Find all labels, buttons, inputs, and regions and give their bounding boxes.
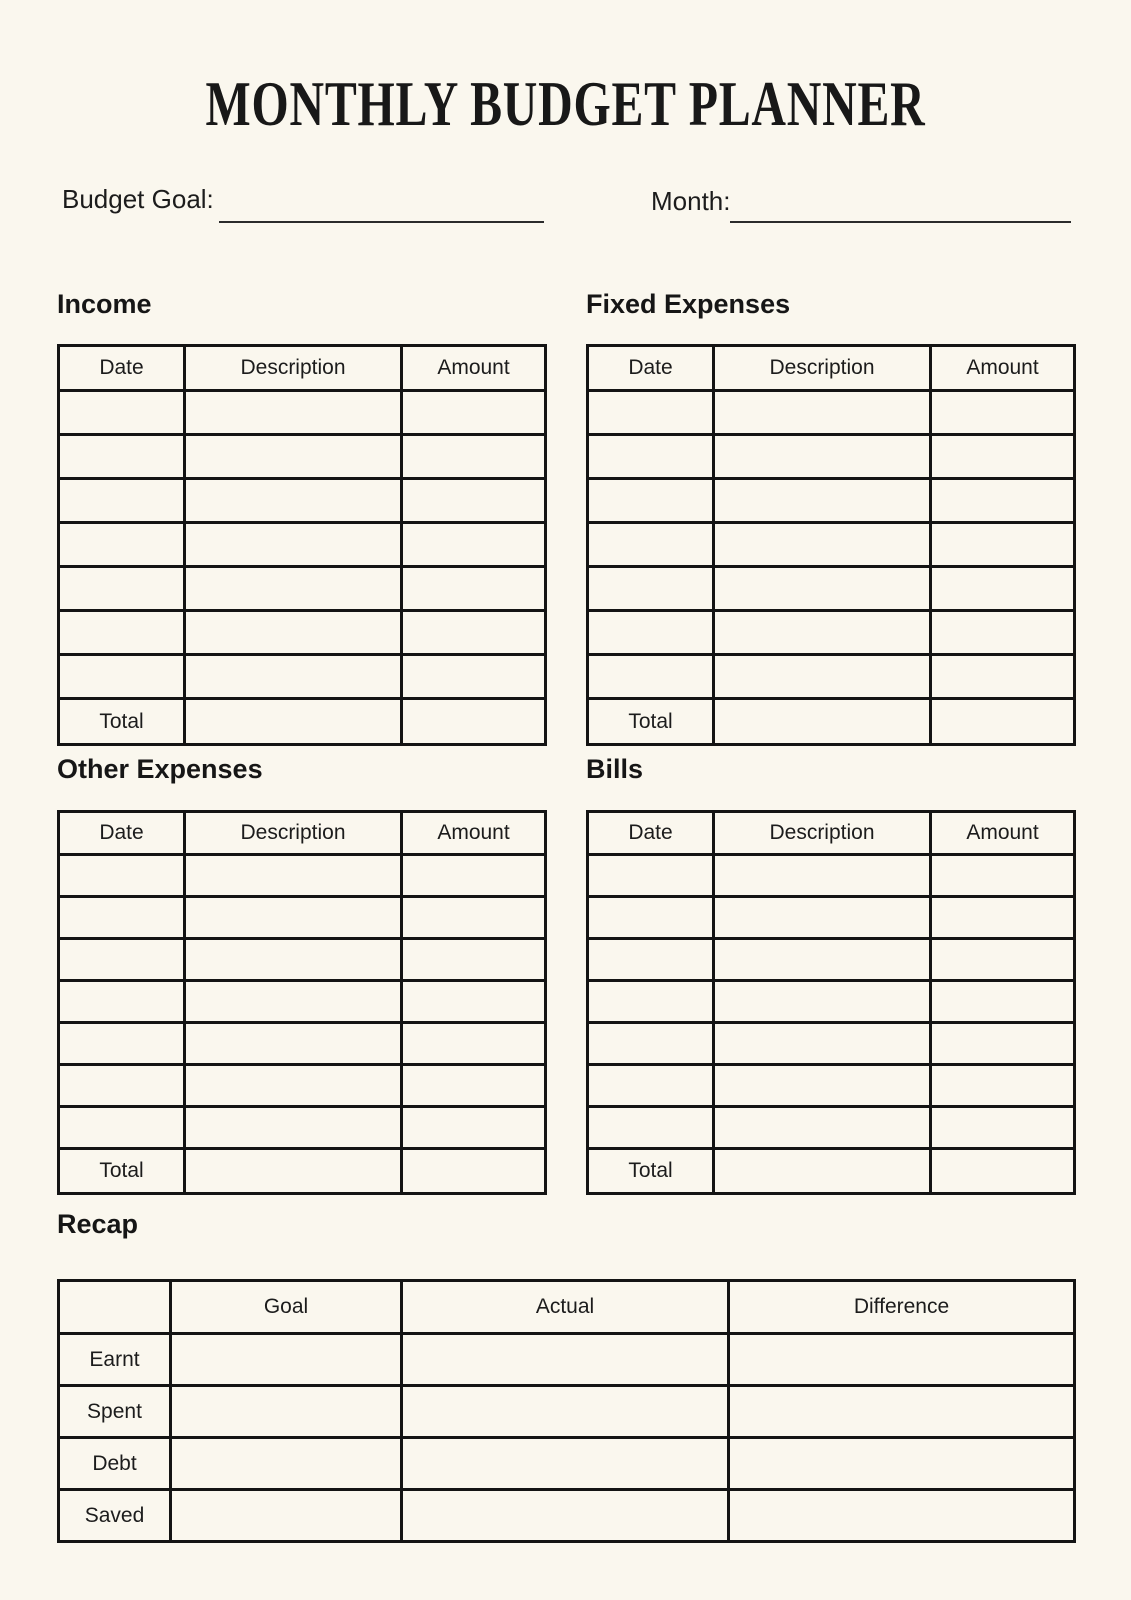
empty-cell [588,1107,714,1149]
budget-goal-fill-line [219,221,544,223]
empty-cell [59,655,185,699]
recap-row-label: Spent [59,1386,171,1438]
empty-cell [714,1065,931,1107]
recap-goal-cell [171,1386,402,1438]
total-row [59,699,546,745]
budget-goal-label: Budget Goal: [62,184,214,214]
column-header-date: Date [588,812,714,855]
table-row [59,655,546,699]
total-description-cell [714,1149,931,1194]
empty-cell [588,1023,714,1065]
table-row [59,611,546,655]
header-row [588,812,1075,855]
recap-row-debt [59,1438,1075,1490]
empty-cell [588,435,714,479]
empty-cell [59,567,185,611]
header-row [59,346,546,391]
column-header-difference: Difference [729,1281,1075,1334]
empty-cell [402,523,546,567]
empty-cell [931,981,1075,1023]
empty-cell [185,1107,402,1149]
total-row [588,1149,1075,1194]
recap-row-label: Earnt [59,1334,171,1386]
table-row [588,1107,1075,1149]
empty-cell [588,981,714,1023]
empty-cell [588,655,714,699]
empty-cell [185,567,402,611]
empty-cell [931,655,1075,699]
empty-cell [588,855,714,897]
table-row [588,1065,1075,1107]
other-expenses-table-body [59,855,546,1149]
column-header-date: Date [59,812,185,855]
recap-corner-cell [59,1281,171,1334]
recap-actual-cell [402,1438,729,1490]
empty-cell [714,855,931,897]
table-row [588,391,1075,435]
empty-cell [931,1107,1075,1149]
table-row [59,1065,546,1107]
empty-cell [714,567,931,611]
recap-goal-cell [171,1334,402,1386]
empty-cell [402,939,546,981]
column-header-amount: Amount [402,812,546,855]
header-row [59,812,546,855]
empty-cell [402,567,546,611]
empty-cell [402,435,546,479]
empty-cell [185,897,402,939]
section-title-recap: Recap [57,1209,139,1239]
total-amount-cell [931,699,1075,745]
table-row [588,435,1075,479]
empty-cell [714,523,931,567]
recap-goal-cell [171,1438,402,1490]
empty-cell [59,479,185,523]
empty-cell [185,479,402,523]
recap-row-earnt [59,1334,1075,1386]
empty-cell [59,897,185,939]
other-expenses-table [57,810,547,1195]
page-title: MONTHLY BUDGET PLANNER [205,69,926,139]
empty-cell [714,391,931,435]
income-table [57,344,547,746]
column-header-amount: Amount [402,346,546,391]
table-row [588,479,1075,523]
empty-cell [402,1107,546,1149]
table-row [59,939,546,981]
empty-cell [59,611,185,655]
empty-cell [588,939,714,981]
column-header-description: Description [714,346,931,391]
total-label: Total [588,699,714,745]
total-label: Total [588,1149,714,1194]
empty-cell [714,1107,931,1149]
empty-cell [588,611,714,655]
total-amount-cell [402,699,546,745]
empty-cell [402,1065,546,1107]
total-description-cell [185,699,402,745]
recap-difference-cell [729,1386,1075,1438]
empty-cell [714,655,931,699]
empty-cell [185,1065,402,1107]
table-row [59,391,546,435]
column-header-amount: Amount [931,346,1075,391]
recap-actual-cell [402,1490,729,1542]
empty-cell [59,939,185,981]
recap-table [57,1279,1076,1543]
total-row [588,699,1075,745]
empty-cell [59,855,185,897]
table-row [59,1107,546,1149]
empty-cell [59,981,185,1023]
empty-cell [402,981,546,1023]
column-header-goal: Goal [171,1281,402,1334]
table-row [588,897,1075,939]
column-header-date: Date [588,346,714,391]
empty-cell [714,1023,931,1065]
empty-cell [59,391,185,435]
recap-actual-cell [402,1386,729,1438]
table-row [588,655,1075,699]
recap-actual-cell [402,1334,729,1386]
total-description-cell [185,1149,402,1194]
total-amount-cell [402,1149,546,1194]
column-header-description: Description [185,812,402,855]
recap-difference-cell [729,1438,1075,1490]
table-row [588,1023,1075,1065]
empty-cell [931,939,1075,981]
fixed-expenses-table [586,344,1076,746]
empty-cell [59,523,185,567]
table-row [588,855,1075,897]
total-description-cell [714,699,931,745]
recap-row-label: Debt [59,1438,171,1490]
empty-cell [931,1023,1075,1065]
recap-goal-cell [171,1490,402,1542]
empty-cell [588,523,714,567]
month-fill-line [730,221,1071,223]
empty-cell [185,939,402,981]
fixed-expenses-table-body [588,391,1075,699]
column-header-description: Description [185,346,402,391]
empty-cell [931,479,1075,523]
table-row [59,567,546,611]
table-row [588,939,1075,981]
recap-difference-cell [729,1490,1075,1542]
table-row [59,523,546,567]
column-header-description: Description [714,812,931,855]
column-header-date: Date [59,346,185,391]
empty-cell [714,897,931,939]
section-title-fixed-expenses: Fixed Expenses [586,289,791,319]
total-label: Total [59,1149,185,1194]
recap-row-label: Saved [59,1490,171,1542]
empty-cell [714,939,931,981]
bills-table-body [588,855,1075,1149]
header-row [588,346,1075,391]
empty-cell [714,611,931,655]
bills-table [586,810,1076,1195]
table-row [588,523,1075,567]
empty-cell [402,611,546,655]
table-row [59,855,546,897]
empty-cell [59,1107,185,1149]
section-title-bills: Bills [586,754,644,784]
empty-cell [931,1065,1075,1107]
empty-cell [185,981,402,1023]
empty-cell [588,479,714,523]
empty-cell [185,391,402,435]
table-row [59,479,546,523]
total-label: Total [59,699,185,745]
empty-cell [588,1065,714,1107]
table-row [588,611,1075,655]
empty-cell [185,611,402,655]
empty-cell [588,897,714,939]
column-header-actual: Actual [402,1281,729,1334]
table-row [59,435,546,479]
empty-cell [931,897,1075,939]
month-label: Month: [651,186,731,216]
recap-row-saved [59,1490,1075,1542]
column-header-amount: Amount [931,812,1075,855]
empty-cell [714,981,931,1023]
empty-cell [185,523,402,567]
empty-cell [931,435,1075,479]
empty-cell [185,435,402,479]
empty-cell [402,1023,546,1065]
empty-cell [185,655,402,699]
table-row [59,981,546,1023]
table-row [588,567,1075,611]
empty-cell [402,855,546,897]
empty-cell [402,479,546,523]
table-row [588,981,1075,1023]
empty-cell [185,855,402,897]
empty-cell [588,567,714,611]
income-table-body [59,391,546,699]
empty-cell [931,611,1075,655]
empty-cell [402,391,546,435]
empty-cell [402,897,546,939]
section-title-income: Income [57,289,152,319]
empty-cell [931,567,1075,611]
empty-cell [185,1023,402,1065]
empty-cell [588,391,714,435]
empty-cell [402,655,546,699]
empty-cell [931,855,1075,897]
empty-cell [714,435,931,479]
empty-cell [931,391,1075,435]
total-row [59,1149,546,1194]
empty-cell [59,1065,185,1107]
empty-cell [714,479,931,523]
table-row [59,897,546,939]
section-title-other-expenses: Other Expenses [57,754,263,784]
recap-row-spent [59,1386,1075,1438]
empty-cell [59,435,185,479]
recap-difference-cell [729,1334,1075,1386]
empty-cell [931,523,1075,567]
total-amount-cell [931,1149,1075,1194]
header-row [59,1281,1075,1334]
table-row [59,1023,546,1065]
empty-cell [59,1023,185,1065]
